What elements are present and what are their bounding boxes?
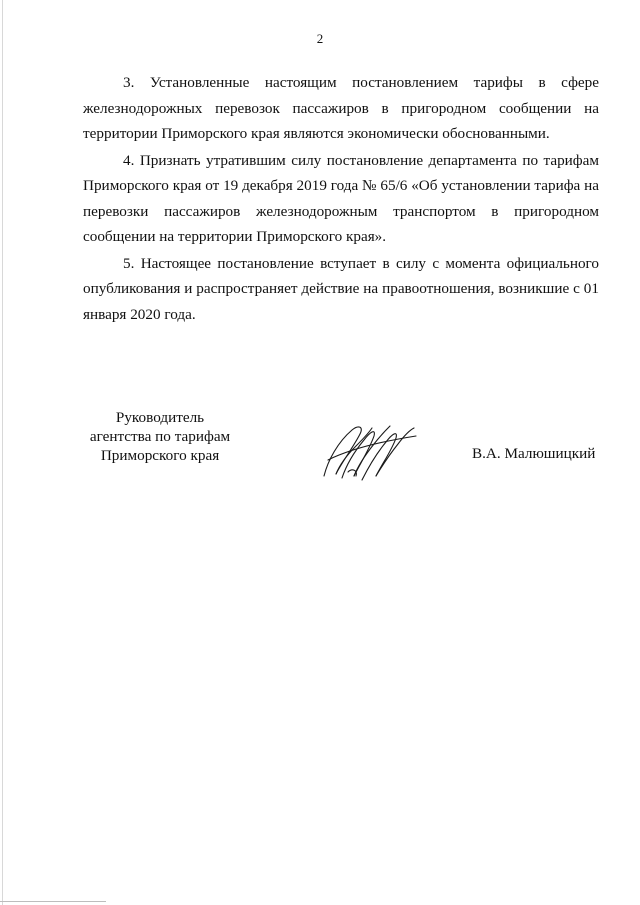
- paragraph-5-entry-into-force: 5. Настоящее постановление вступает в силу с момента официального опубликования и распространяет действие на правоотношения, возникшие с 01 января 2020 года.: [83, 254, 599, 323]
- signatory-position-line: Приморского края: [100, 447, 220, 464]
- scan-edge-bottom: [0, 901, 106, 902]
- paragraph-3-tariffs-justified: 3. Установленные настоящим постановлением тарифы в сфере железнодорожных перевозок пассажиров в пригородном сообщении на территории Приморского края являются экономически обоснованными.: [83, 74, 599, 142]
- handwritten-signature: [318, 420, 418, 482]
- signatory-name: В.А. Малюшицкий: [472, 445, 596, 462]
- signatory-position-line: Руководитель: [115, 409, 205, 426]
- signatory-position-line: агентства по тарифам: [89, 428, 231, 445]
- scan-edge-left: [2, 0, 3, 905]
- paragraph-4-repeal-previous-resolution: 4. Признать утратившим силу постановление департамента по тарифам Приморского края от 19 декабря 2019 года № 65/6 «Об установлении тарифа на перевозки пассажиров железнодорожным транспортом в пригородном сообщении на территории Приморского края».: [83, 151, 599, 245]
- document-body: [83, 70, 599, 328]
- signatory-position: [70, 408, 250, 465]
- page-number: 2: [316, 31, 324, 46]
